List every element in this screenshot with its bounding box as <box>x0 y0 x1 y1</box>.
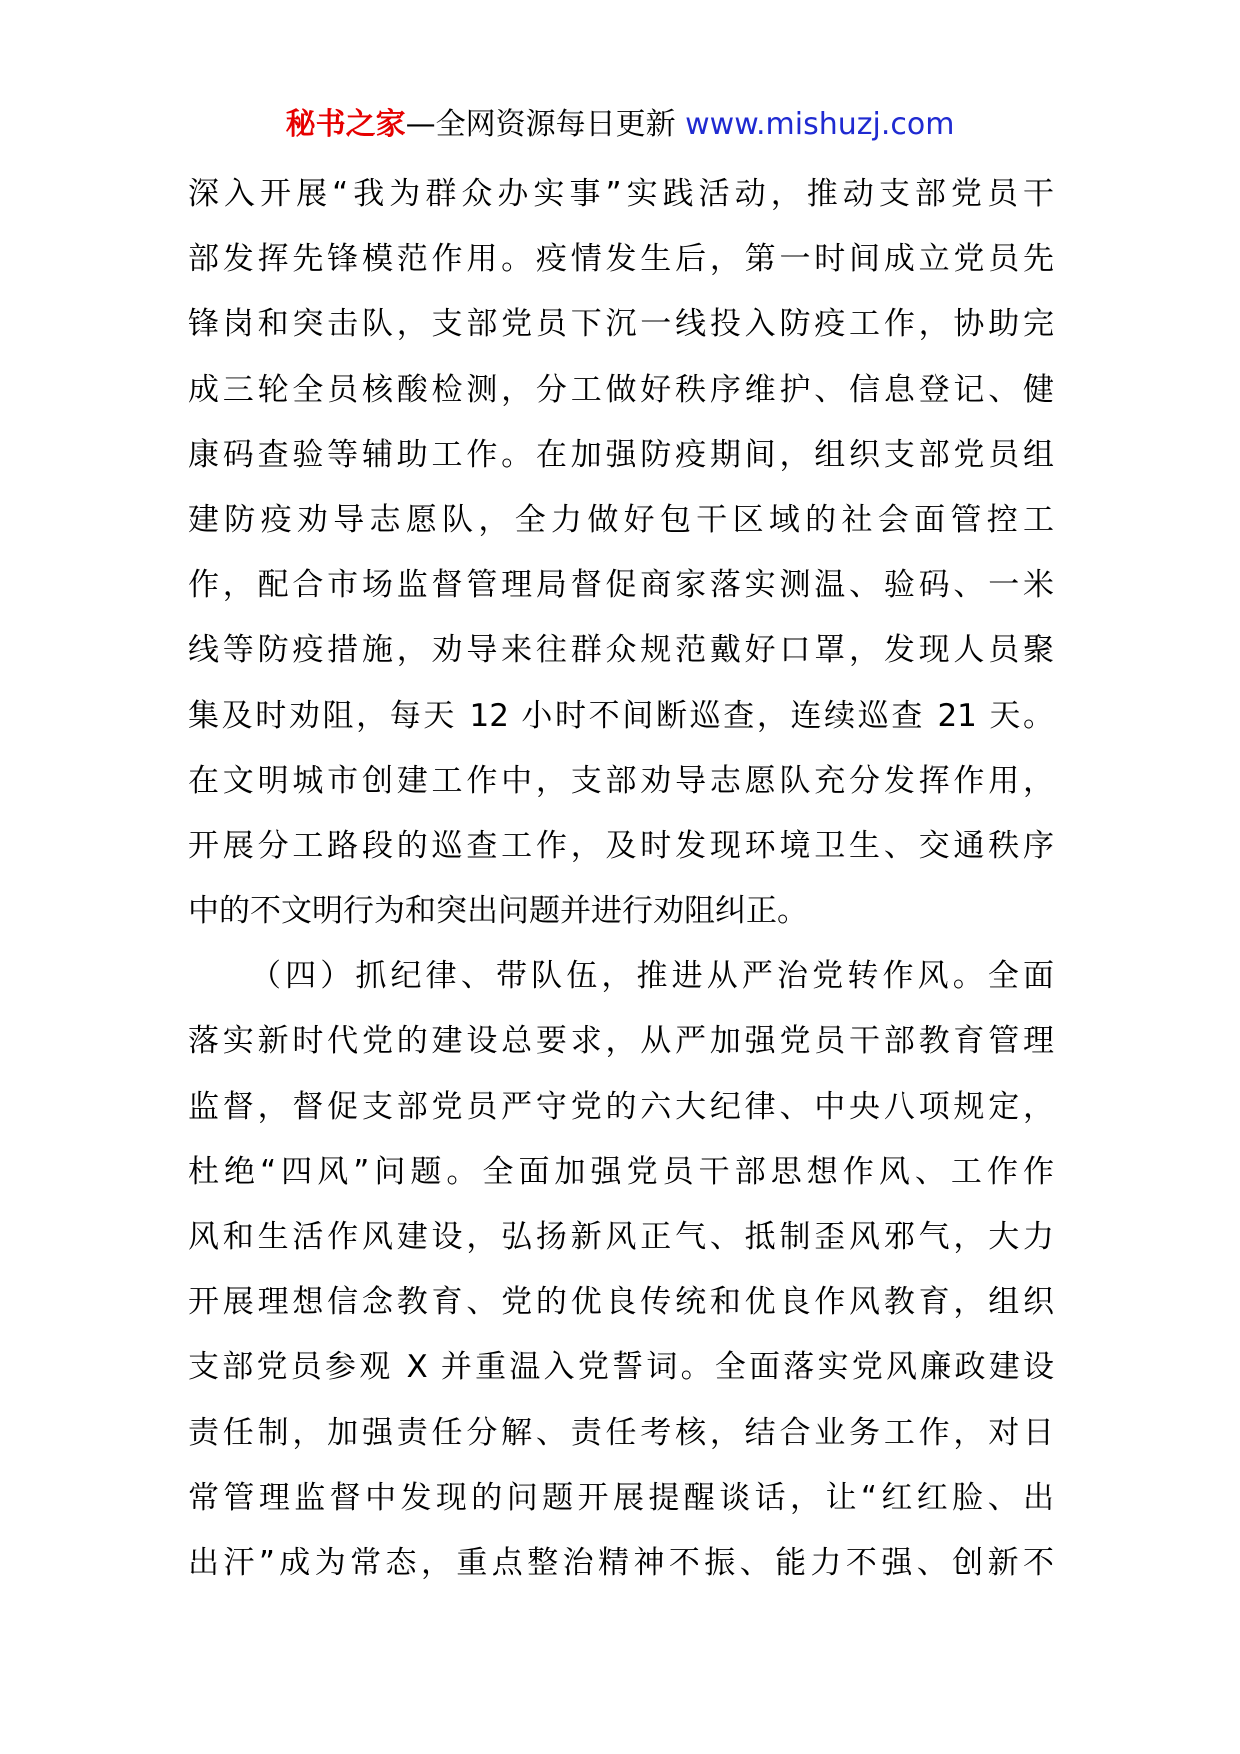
text-line: 常管理监督中发现的问题开展提醒谈话，让“红红脸、出 <box>188 1479 1054 1516</box>
text-line: 集及时劝阻，每天 12 小时不间断巡查，连续巡查 21 天。 <box>188 697 1054 734</box>
text-line: 中的不文明行为和突出问题并进行劝阻纠正。 <box>188 893 808 930</box>
text-line: 支部党员参观 X 并重温入党誓词。全面落实党风廉政建设 <box>188 1349 1054 1386</box>
text-line: 杜绝“四风”问题。全面加强党员干部思想作风、工作作 <box>188 1153 1054 1190</box>
text-line: 出汗”成为常态，重点整治精神不振、能力不强、创新不 <box>188 1544 1054 1581</box>
text-line: 深入开展“我为群众办实事”实践活动，推动支部党员干 <box>188 176 1054 212</box>
text-line: 落实新时代党的建设总要求，从严加强党员干部教育管理 <box>188 1023 1054 1060</box>
text-line: 在文明城市创建工作中，支部劝导志愿队充分发挥作用， <box>188 762 1054 799</box>
section-heading-line: （四）抓纪律、带队伍，推进从严治党转作风。全面 <box>250 958 1054 995</box>
page-header <box>0 100 1240 150</box>
text-line: 风和生活作风建设，弘扬新风正气、抵制歪风邪气，大力 <box>188 1219 1054 1255</box>
header-brand: 秘书之家 <box>285 107 406 142</box>
text-line: 线等防疫措施，劝导来往群众规范戴好口罩，发现人员聚 <box>188 632 1054 669</box>
text-line: 开展理想信念教育、党的优良传统和优良作风教育，组织 <box>188 1284 1054 1321</box>
body-text <box>188 162 1054 1596</box>
text-line: 锋岗和突击队，支部党员下沉一线投入防疫工作，协助完 <box>188 306 1054 343</box>
text-line: 监督，督促支部党员严守党的六大纪律、中央八项规定， <box>188 1088 1054 1125</box>
header-url: www.mishuzj.com <box>685 107 955 142</box>
text-line: 开展分工路段的巡查工作，及时发现环境卫生、交通秩序 <box>188 827 1054 864</box>
text-line: 部发挥先锋模范作用。疫情发生后，第一时间成立党员先 <box>188 241 1054 278</box>
text-line: 建防疫劝导志愿队，全力做好包干区域的社会面管控工 <box>188 501 1054 538</box>
text-line: 作，配合市场监督管理局督促商家落实测温、验码、一米 <box>188 567 1054 604</box>
text-line: 责任制，加强责任分解、责任考核，结合业务工作，对日 <box>188 1414 1054 1451</box>
text-line: 成三轮全员核酸检测，分工做好秩序维护、信息登记、健 <box>188 371 1054 408</box>
text-line: 康码查验等辅助工作。在加强防疫期间，组织支部党员组 <box>188 436 1054 473</box>
header-tagline: —全网资源每日更新 <box>405 107 676 142</box>
